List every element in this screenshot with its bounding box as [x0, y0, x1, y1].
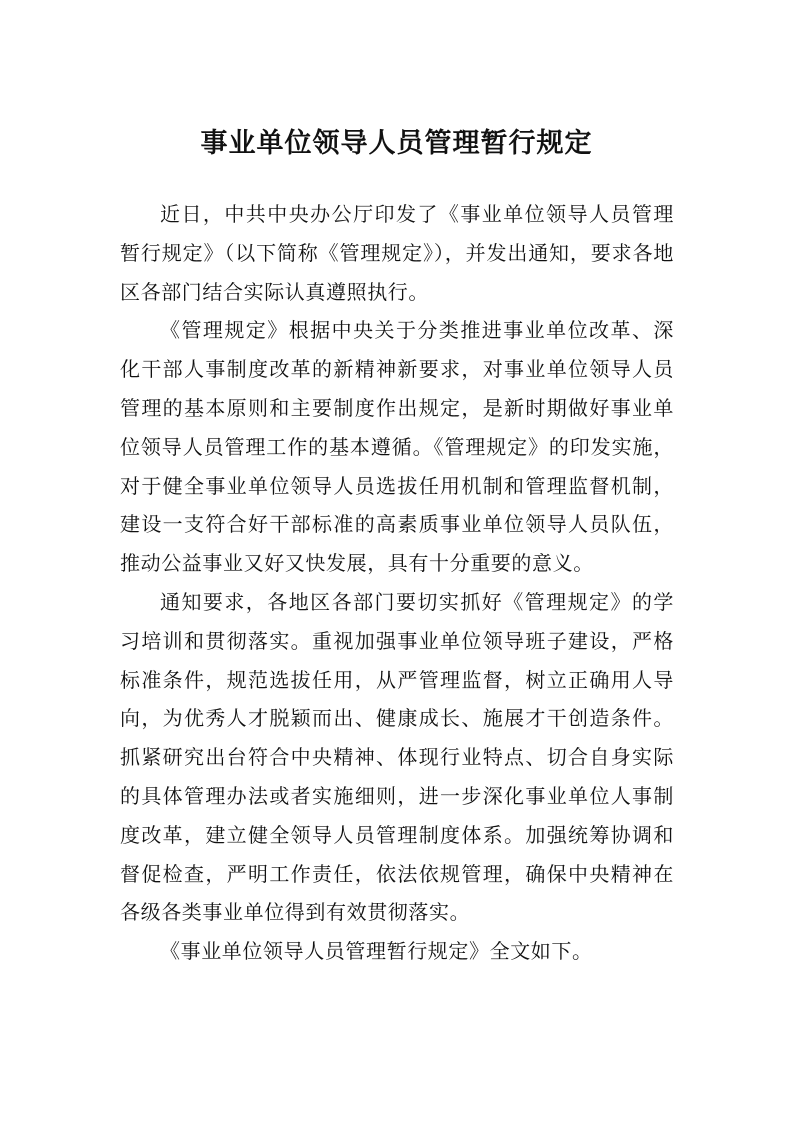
paragraph-intro: 近日，中共中央办公厅印发了《事业单位领导人员管理暂行规定》（以下简称《管理规定》），并发出通知，要求各地区各部门结合实际认真遵照执行。: [120, 202, 674, 304]
paragraph-fulltext-note: 《事业单位领导人员管理暂行规定》全文如下。: [160, 939, 593, 964]
paragraph-requirements: 通知要求，各地区各部门要切实抓好《管理规定》的学习培训和贯彻落实。重视加强事业单位领导班子建设，严格标准条件，规范选拔任用，从严管理监督，树立正确用人导向，为优秀人才脱颖而出、健康成长、施展才干创造条件。抓紧研究出台符合中央精神、体现行业特点、切合自身实际的具体管理办法或者实施细则，进一步深化事业单位人事制度改革，建立健全领导人员管理制度体系。加强统筹协调和督促检查，严明工作责任，依法依规管理，确保中央精神在各级各类事业单位得到有效贯彻落实。: [120, 589, 674, 925]
paragraph-significance: 《管理规定》根据中央关于分类推进事业单位改革、深化干部人事制度改革的新精神新要求，对事业单位领导人员管理的基本原则和主要制度作出规定，是新时期做好事业单位领导人员管理工作的基本遵循。《管理规定》的印发实施，对于健全事业单位领导人员选拔任用机制和管理监督机制，建设一支符合好干部标准的高素质事业单位领导人员队伍，推动公益事业又好又快发展，具有十分重要的意义。: [120, 318, 674, 576]
document-body: [120, 195, 674, 971]
document-title: 事业单位领导人员管理暂行规定: [200, 128, 593, 159]
